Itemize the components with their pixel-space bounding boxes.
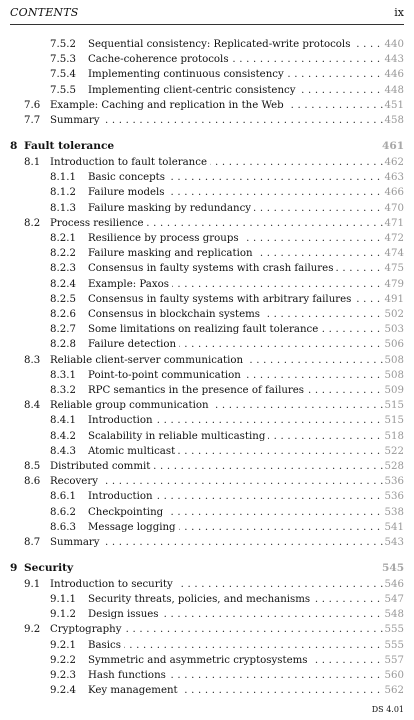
toc-entry-page: 515	[384, 400, 404, 412]
toc-entry-page: 458	[384, 115, 404, 126]
toc-entry-title: Fault tolerance	[24, 140, 117, 152]
toc-entry-page: 560	[384, 670, 404, 681]
toc-entry-number: 8.2.2	[50, 248, 76, 260]
toc-entry-title: Security threats, policies, and mechanisms	[88, 594, 313, 605]
toc-entry-title: Basic concepts	[88, 172, 168, 183]
header-rule	[10, 24, 404, 25]
toc-entry-page: 446	[384, 69, 404, 81]
toc-entry-number: 8	[10, 139, 18, 152]
toc-entry-number: 8.6.2	[50, 506, 76, 518]
toc-entry-title: Reliable group communication	[50, 400, 212, 411]
toc-chapter-entry	[0, 559, 414, 577]
toc-entry-number: 9.1.2	[50, 609, 76, 621]
toc-entry-page: 448	[384, 84, 404, 96]
toc-entry-page: 555	[384, 624, 404, 636]
toc-entry-title: Failure masking and replication	[88, 248, 256, 259]
toc-entry-number: 8.1.3	[50, 202, 76, 214]
toc-entry-number: 8.2.8	[50, 339, 76, 351]
toc-entry-page: 548	[384, 609, 404, 621]
toc-entry-title: Security	[24, 562, 76, 574]
toc-entry-title: Failure models	[88, 187, 168, 198]
toc-entry-page: 491	[384, 293, 404, 305]
toc-entry-page: 461	[382, 139, 405, 152]
toc-entry-page: 463	[384, 172, 404, 184]
toc-entry-number: 8.2.5	[50, 293, 76, 305]
toc-entry-title: Introduction to security	[50, 579, 176, 590]
toc-entry-number: 8.3	[24, 354, 41, 366]
toc-entry-title: Implementing continuous consistency	[88, 69, 287, 80]
toc-entry-title: Atomic multicast	[88, 446, 178, 457]
toc-entry-title: Implementing client-centric consistency	[88, 85, 299, 96]
toc-entry-title: Example: Caching and replication in the Web	[50, 100, 287, 111]
toc-entry-title: Summary	[50, 115, 103, 126]
toc-entry-number: 8.4.3	[50, 445, 76, 457]
toc-chapter-entry	[0, 137, 414, 155]
toc-entry-title: Checkpointing	[88, 507, 166, 518]
toc-entry-number: 7.5.4	[50, 69, 76, 81]
toc-entry-page: 470	[384, 202, 404, 214]
toc-entry-page: 443	[384, 54, 404, 66]
toc-entry-number: 8.4.2	[50, 430, 76, 442]
toc-entry-page: 506	[384, 339, 404, 351]
toc-entry-number: 8.2	[24, 217, 41, 229]
toc-entry-number: 9.1.1	[50, 594, 76, 605]
page-number: ix	[394, 6, 404, 19]
toc-entry-page: 518	[384, 430, 404, 442]
toc-entry-page: 547	[384, 594, 404, 605]
toc-entry-title-with-leader	[50, 534, 384, 552]
toc-entry-page: 543	[384, 536, 404, 548]
toc-entry-page: 508	[384, 354, 404, 366]
toc-entry-number: 7.5.5	[50, 84, 76, 96]
toc-entry-page: 509	[384, 384, 404, 396]
running-header-title: CONTENTS	[10, 6, 79, 19]
toc-entry-title: RPC semantics in the presence of failures	[88, 385, 307, 396]
toc-entry-title: Message logging	[88, 522, 179, 533]
toc-entry-title: Distributed commit	[50, 461, 153, 472]
toc-entry-number: 8.1.2	[50, 187, 76, 199]
toc-entry-title: Hash functions	[88, 670, 169, 681]
toc-entry-page: 545	[382, 561, 405, 574]
toc-entry-number: 8.6	[24, 476, 41, 488]
toc-entry-page: 536	[384, 491, 404, 503]
toc-entry-number: 8.1	[24, 156, 41, 168]
toc-entry-title: Failure masking by redundancy	[88, 203, 254, 214]
toc-entry-page: 451	[384, 99, 404, 111]
toc-entry-title: Summary	[50, 537, 103, 548]
toc-entry-number: 7.6	[24, 99, 41, 111]
toc-entry-page: 475	[384, 263, 404, 275]
toc-entry-title: Consensus in faulty systems with arbitrary failures	[88, 294, 354, 305]
toc-entry	[0, 534, 414, 552]
toc-entry-title: Consensus in blockchain systems	[88, 309, 263, 320]
toc-entry-title-with-leader	[50, 112, 384, 130]
toc-entry-number: 9.2.3	[50, 670, 76, 681]
toc-entry-number: 8.2.1	[50, 232, 76, 244]
toc-entry-number: 8.2.7	[50, 324, 76, 336]
toc-entry-page: 472	[384, 232, 404, 244]
toc-entry-number: 7.7	[24, 115, 41, 126]
toc-entry-title: Introduction	[88, 491, 156, 502]
toc-entry-number: 9	[10, 561, 18, 574]
toc-entry-number: 9.1	[24, 578, 41, 590]
toc-entry-page: 466	[384, 187, 404, 199]
toc-entry-number: 8.6.3	[50, 521, 76, 533]
toc-entry-number: 9.2.1	[50, 639, 76, 651]
toc-entry-title-with-leader	[88, 682, 384, 700]
toc-entry-title: Resilience by process groups	[88, 233, 242, 244]
toc-entry-title: Cryptography	[50, 624, 124, 635]
toc-entry-number: 8.5	[24, 460, 41, 472]
toc-entry-page: 502	[384, 308, 404, 320]
toc-entry-page: 474	[384, 248, 404, 260]
toc-entry	[0, 112, 414, 130]
toc-entry-number: 8.2.6	[50, 308, 76, 320]
toc-entry-title-with-leader	[24, 559, 384, 577]
toc-entry-page: 557	[384, 654, 404, 666]
toc-entry-page: 462	[384, 156, 404, 168]
toc-entry-number: 9.2.4	[50, 685, 76, 697]
toc-entry-number: 8.7	[24, 536, 41, 548]
toc-entry-title: Scalability in reliable multicasting	[88, 431, 268, 442]
toc-entry-title: Key management	[88, 685, 181, 696]
toc-entry-number: 9.2	[24, 624, 41, 636]
toc-entry-page: 479	[384, 278, 404, 290]
toc-entry-number: 7.5.2	[50, 39, 76, 50]
toc-entry-page: 541	[384, 521, 404, 533]
toc-entry-page: 546	[384, 578, 404, 590]
toc-entry-page: 528	[384, 460, 404, 472]
toc-entry-page: 522	[384, 445, 404, 457]
toc-entry-page: 515	[384, 415, 404, 427]
toc-entry-page: 538	[384, 506, 404, 518]
toc-entry-title: Cache-coherence protocols	[88, 54, 232, 65]
toc-entry-number: 9.2.2	[50, 654, 76, 666]
toc-entry-number: 8.3.2	[50, 384, 76, 396]
toc-entry-title: Point-to-point communication	[88, 370, 244, 381]
footer-label: DS 4.01	[371, 705, 404, 714]
toc-entry-title: Basics	[88, 640, 124, 651]
toc-entry-title: Some limitations on realizing fault tolerance	[88, 324, 321, 335]
toc-entry-title: Sequential consistency: Replicated-write protocols	[88, 39, 353, 50]
toc-entry-title: Consensus in faulty systems with crash failures	[88, 263, 336, 274]
toc-entry-number: 8.4.1	[50, 415, 76, 427]
toc-entry-number: 8.2.3	[50, 263, 76, 275]
toc-entry-page: 440	[384, 39, 404, 50]
toc-entry-page: 562	[384, 685, 404, 697]
toc-entry-title: Failure detection	[88, 339, 179, 350]
toc-entry-number: 8.4	[24, 400, 41, 412]
toc-entry-number: 8.2.4	[50, 278, 76, 290]
toc-entry-page: 503	[384, 324, 404, 336]
toc-entry-number: 8.1.1	[50, 172, 76, 184]
toc-entry-page: 471	[384, 217, 404, 229]
toc-entry-title-with-leader	[24, 137, 384, 155]
toc-entry-title: Recovery	[50, 476, 101, 487]
toc-entry-title: Introduction	[88, 415, 156, 426]
toc-entry-number: 8.6.1	[50, 491, 76, 503]
toc-entry-title: Introduction to fault tolerance	[50, 157, 210, 168]
toc-entry-page: 536	[384, 476, 404, 488]
toc-entry-title: Design issues	[88, 609, 162, 620]
toc-entry-number: 7.5.3	[50, 54, 76, 66]
toc-entry-title: Reliable client-server communication	[50, 355, 246, 366]
toc-entry-page: 555	[384, 639, 404, 651]
toc-entry	[0, 682, 414, 700]
toc-entry-title: Process resilience	[50, 218, 147, 229]
toc-entry-title: Example: Paxos	[88, 279, 172, 290]
toc-entry-number: 8.3.1	[50, 369, 76, 381]
toc-entry-page: 508	[384, 369, 404, 381]
toc-entry-title: Symmetric and asymmetric cryptosystems	[88, 655, 311, 666]
